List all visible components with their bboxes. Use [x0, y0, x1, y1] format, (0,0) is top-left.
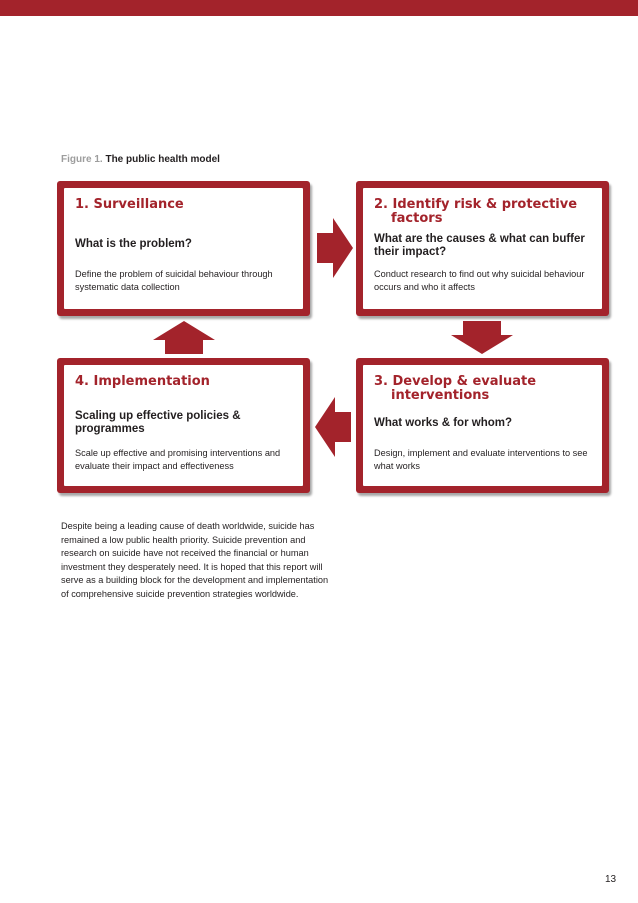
figure-title: The public health model [105, 154, 220, 165]
step-description: Scale up effective and promising interventions and evaluate their impact and effectiveness [75, 448, 281, 471]
step-box-implementation [57, 358, 310, 493]
step-title: 2. Identify risk & protective factors [374, 197, 578, 226]
step-question: What is the problem? [75, 238, 192, 250]
arrow-right-icon [317, 218, 353, 278]
step-box-interventions [356, 358, 609, 493]
figure-label: Figure 1. [61, 154, 103, 165]
step-question: What works & for whom? [374, 417, 512, 429]
top-accent-bar [0, 0, 638, 16]
step-box-content [363, 365, 602, 486]
step-box-content [64, 188, 303, 309]
body-paragraph: Despite being a leading cause of death worldwide, suicide has remained a low public health priority. Suicide prevention and research on suicide have not received the financial or human investment they desperately need. It is hoped that this report will serve as a building block for the development and implementation of comprehensive suicide prevention strategies worldwide. [61, 521, 329, 599]
step-title: 1. Surveillance [75, 197, 184, 212]
step-question: What are the causes & what can buffer their impact? [374, 233, 585, 258]
arrow-up-icon [153, 321, 215, 354]
step-box-content [363, 188, 602, 309]
step-title: 3. Develop & evaluate interventions [374, 374, 537, 403]
arrow-down-icon [451, 321, 513, 354]
step-box-content [64, 365, 303, 486]
step-question: Scaling up effective policies & programmes [75, 410, 241, 435]
step-description: Conduct research to find out why suicidal behaviour occurs and who it affects [374, 269, 585, 292]
page-number: 13 [605, 874, 617, 885]
step-box-surveillance [57, 181, 310, 316]
figure-caption [61, 154, 220, 165]
step-title: 4. Implementation [75, 374, 210, 389]
step-box-risk-factors [356, 181, 609, 316]
arrow-left-icon [315, 397, 351, 457]
step-description: Define the problem of suicidal behaviour through systematic data collection [75, 269, 273, 292]
step-description: Design, implement and evaluate interventions to see what works [374, 448, 588, 471]
